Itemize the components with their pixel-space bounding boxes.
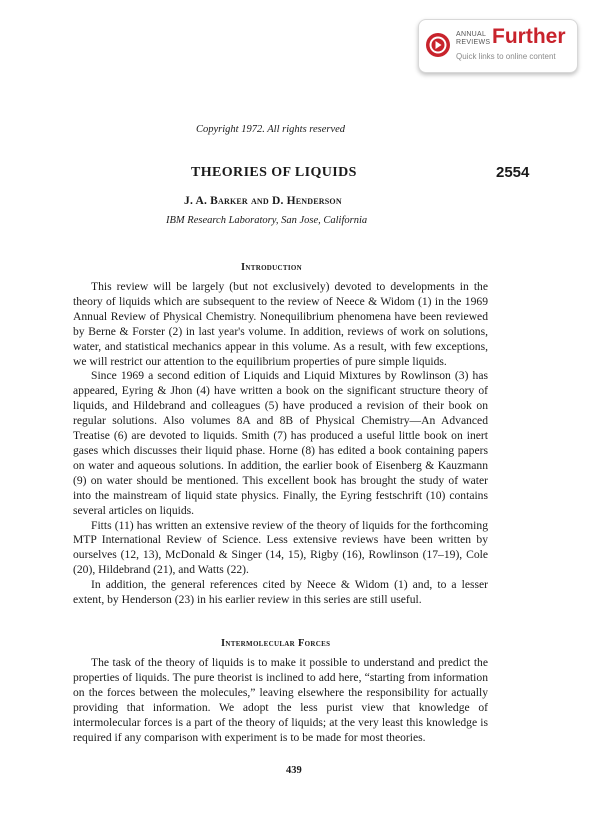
badge-line2: REVIEWS [456,38,491,46]
copyright-notice: Copyright 1972. All rights reserved [196,124,346,135]
badge-tagline: Quick links to online content [456,52,556,61]
paragraph: Since 1969 a second edition of Liquids and Liquid Mixtures by Rowlinson (3) has appeared, Eyring & Jhon (4) have written a book on the significant structure theory of liquids, and Hildebrand and colleagues (5) have produced a revision of their book on regular solutions. Also volumes 8A and 8B of Physical Chemistry—An Advanced Treatise (6) are devoted to liquids. Smith (7) has produced a useful little book on inert gases which discusses their liquid phase. Horne (8) has edited a book containing papers on water and aqueous solutions. In addition, the earlier book of Eisenberg & Kauzmann (9) on water should be mentioned. This excellent book has brought the study of water into the mainstream of liquid state physics. Finally, the Eyring festschrift (10) contains several articles on liquids. [73,369,488,517]
article-title: THEORIES OF LIQUIDS [191,165,357,180]
article-authors: J. A. Barker and D. Henderson [184,195,342,207]
intermolecular-forces-body [73,656,488,745]
paragraph: This review will be largely (but not exclusively) devoted to developments in the theory of liquids which are subsequent to the review of Neece & Widom (1) in the 1969 Annual Review of Physical Chemistry. Nonequilibrium phenomena have been reviewed by Berne & Forster (2) in last year's volume. In addition, reviews of work on solutions, water, and statistical mechanics appear in this volume. As a result, with few exceptions, we will restrict our attention to the equilibrium properties of pure simple liquids. [73,280,488,368]
section-heading-intermolecular-forces: Intermolecular Forces [221,638,331,649]
paragraph: In addition, the general references cited by Neece & Widom (1) and, to a lesser extent, by Henderson (23) in his earlier review in this series are still useful. [73,578,488,607]
paragraph: Fitts (11) has written an extensive review of the theory of liquids for the forthcoming MTP International Review of Science. Less extensive reviews have been written by ourselves (12, 13), McDonald & Singer (14, 15), Rigby (16), Rowlinson (17–19), Cole (20), Hildebrand (21), and Watts (22). [73,518,488,577]
author-affiliation: IBM Research Laboratory, San Jose, California [166,215,368,226]
article-code: 2554 [496,164,530,181]
badge-publisher [456,31,490,46]
introduction-body [73,280,488,608]
badge-brand: Further [492,25,566,48]
play-circle-icon [425,32,451,58]
further-badge[interactable] [418,19,578,73]
section-heading-introduction: Introduction [241,262,302,273]
badge-line1: ANNUAL [456,31,487,38]
page-number: 439 [286,765,302,776]
paragraph: The task of the theory of liquids is to make it possible to understand and predict the properties of liquids. The pure theorist is inclined to add here, “starting from information on the forces between the molecules,” leaving elsewhere the responsibility for actually providing that information. We adopt the less purist view that knowledge of intermolecular forces is a part of the theory of liquids; at the very least this knowledge is required if any comparison with experiment is to be made for most theories. [73,656,488,744]
